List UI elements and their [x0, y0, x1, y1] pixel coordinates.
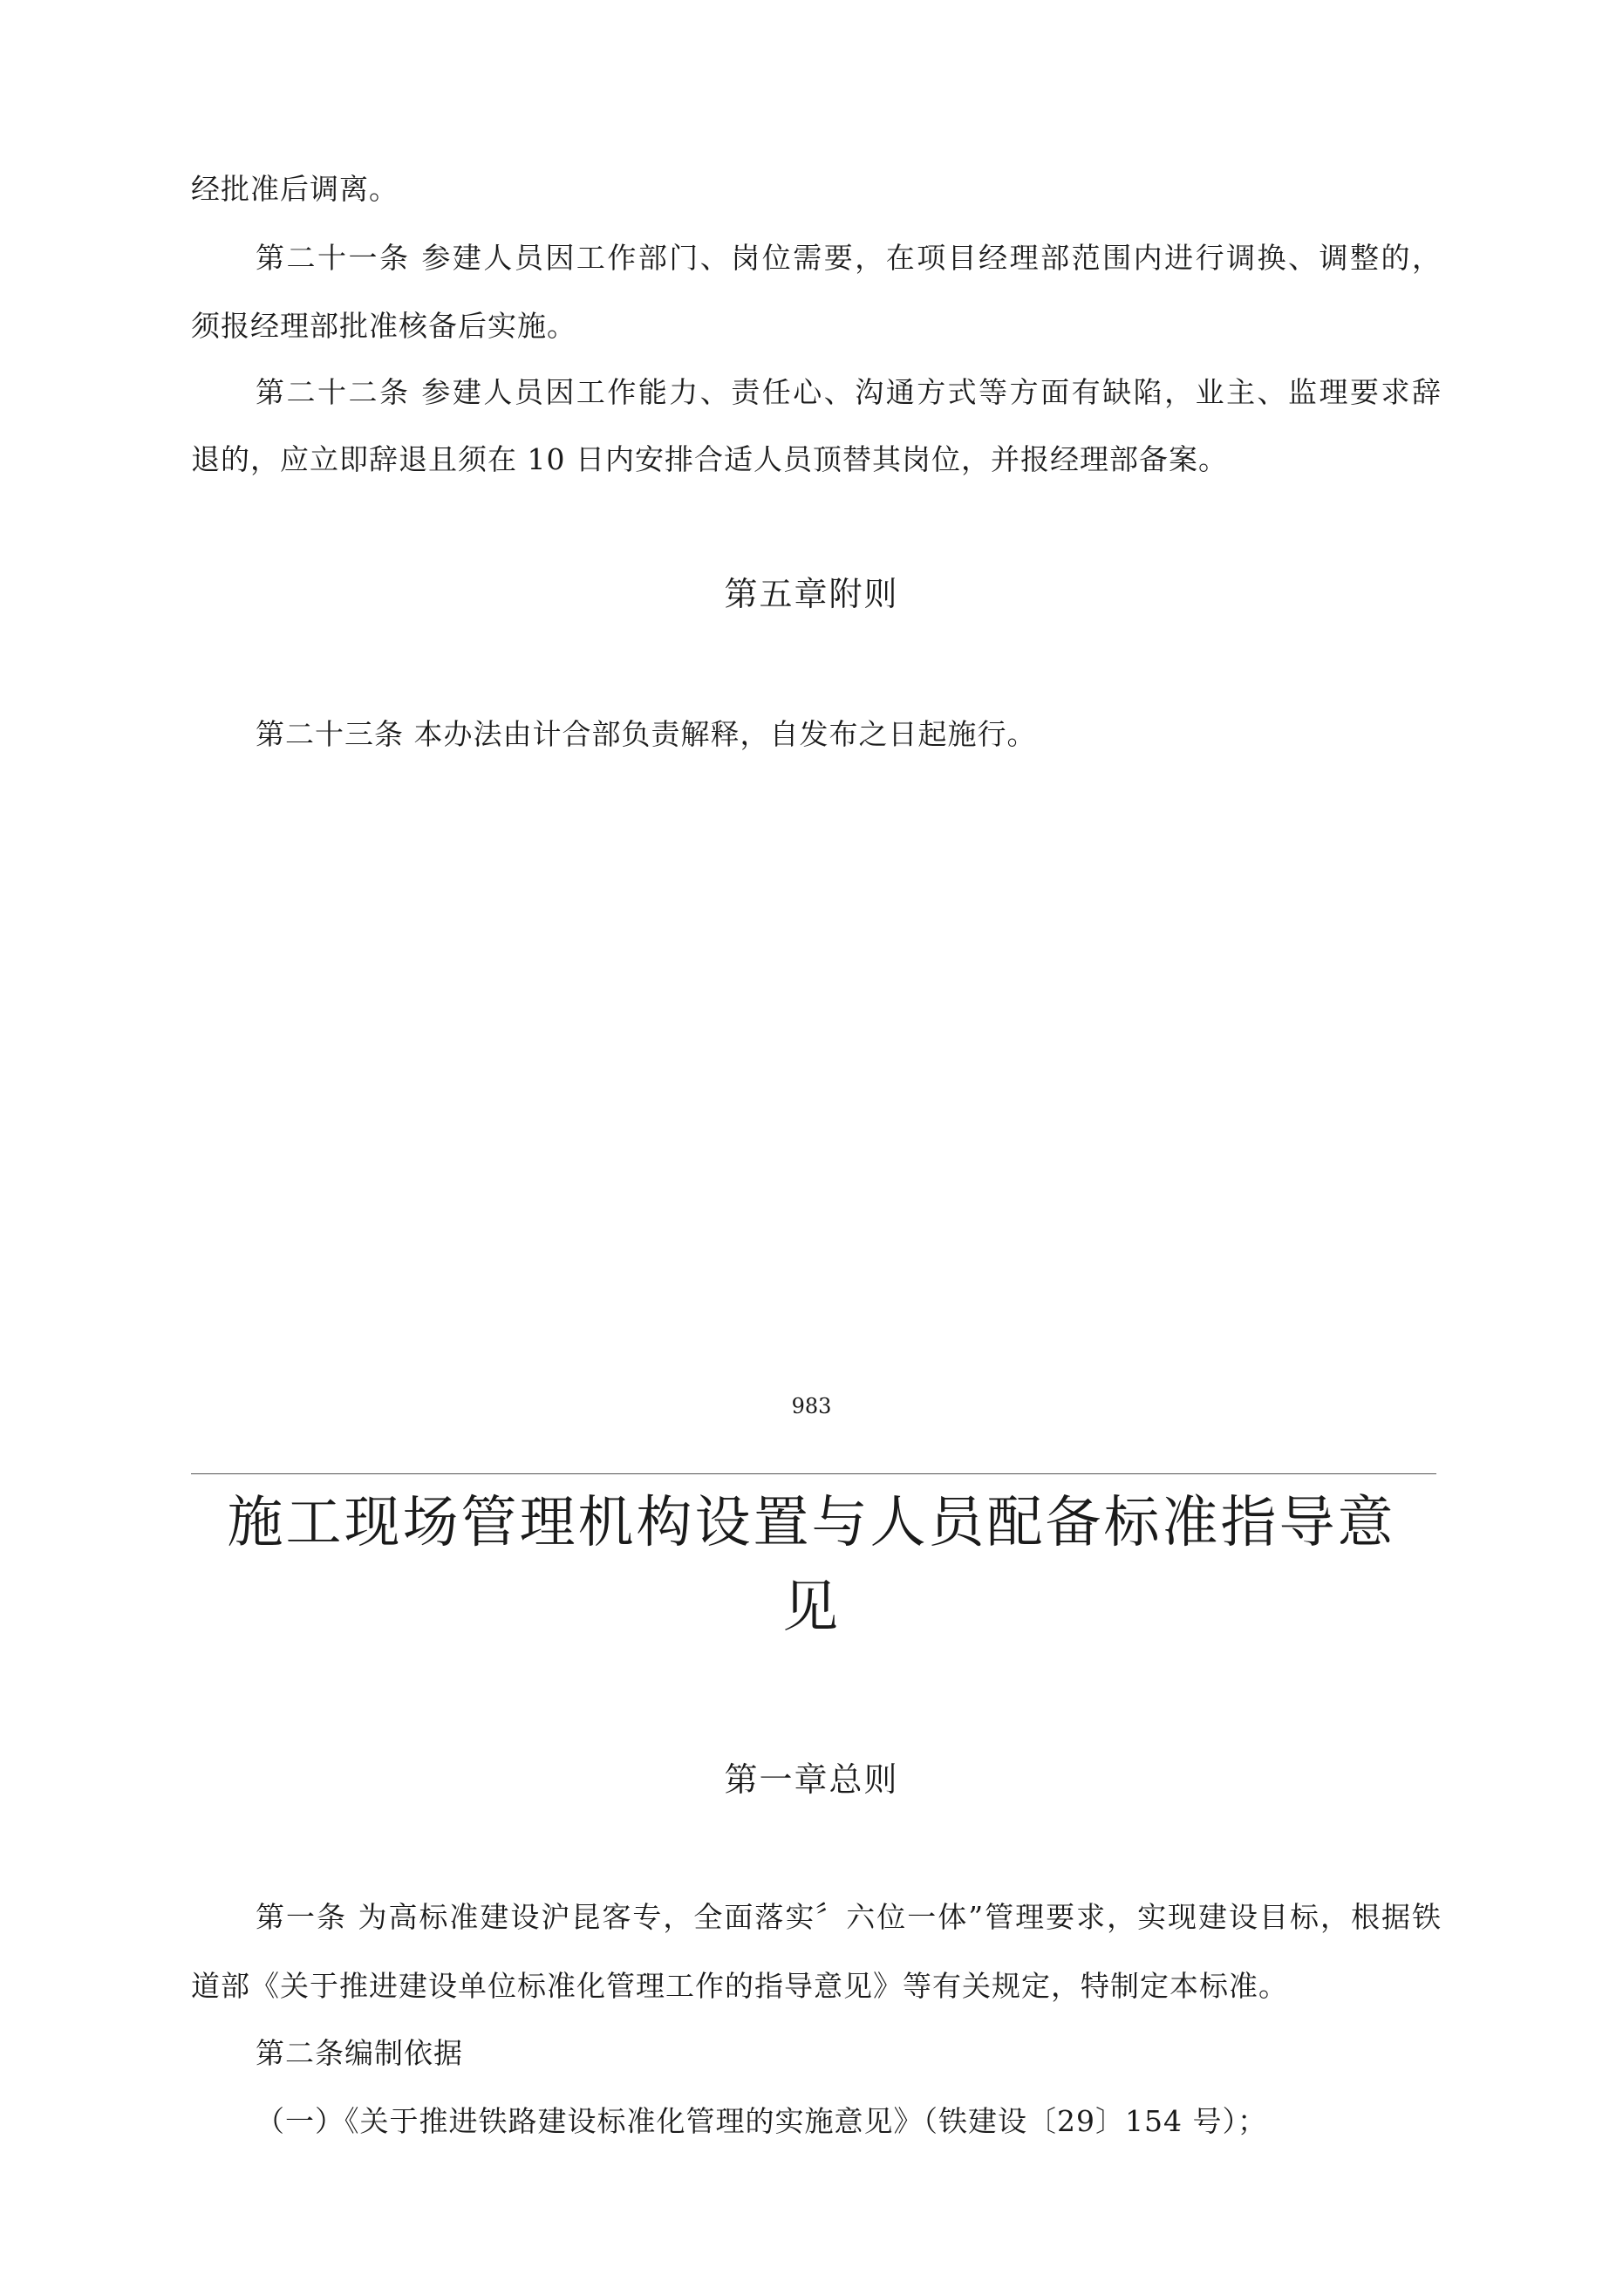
chapter-heading-general: 第一章总则	[724, 1760, 899, 1799]
article-21-line-1: 第二十一条 参建人员因工作部门、岗位需要，在项目经理部范围内进行调换、调整的，	[256, 241, 1442, 275]
article-22-line-1: 第二十二条 参建人员因工作能力、责任心、沟通方式等方面有缺陷，业主、监理要求辞	[256, 375, 1442, 409]
paragraph-line: 经批准后调离。	[191, 172, 399, 206]
article-1-line-1: 第一条 为高标准建设沪昆客专，全面落实〞六位一体”管理要求，实现建设目标，根据铁	[256, 1900, 1442, 1934]
page-number: 983	[791, 1394, 832, 1418]
article-23: 第二十三条 本办法由计合部负责解释，自发布之日起施行。	[256, 717, 1037, 751]
document-title-line-2: 见	[782, 1575, 841, 1640]
article-2-heading: 第二条编制依据	[256, 2036, 463, 2070]
page-divider	[191, 1473, 1436, 1474]
reference-item-1: （一）《关于推进铁路建设标准化管理的实施意见》（铁建设〔29〕154 号）；	[256, 2104, 1267, 2138]
article-1-line-2: 道部《关于推进建设单位标准化管理工作的指导意见》等有关规定，特制定本标准。	[191, 1969, 1288, 2003]
document-title-line-1: 施工现场管理机构设置与人员配备标准指导意	[227, 1491, 1396, 1555]
article-22-line-2: 退的，应立即辞退且须在 10 日内安排合适人员顶替其岗位，并报经理部备案。	[191, 442, 1228, 476]
chapter-heading-appendix: 第五章附则	[724, 575, 899, 613]
article-21-line-2: 须报经理部批准核备后实施。	[191, 309, 576, 343]
